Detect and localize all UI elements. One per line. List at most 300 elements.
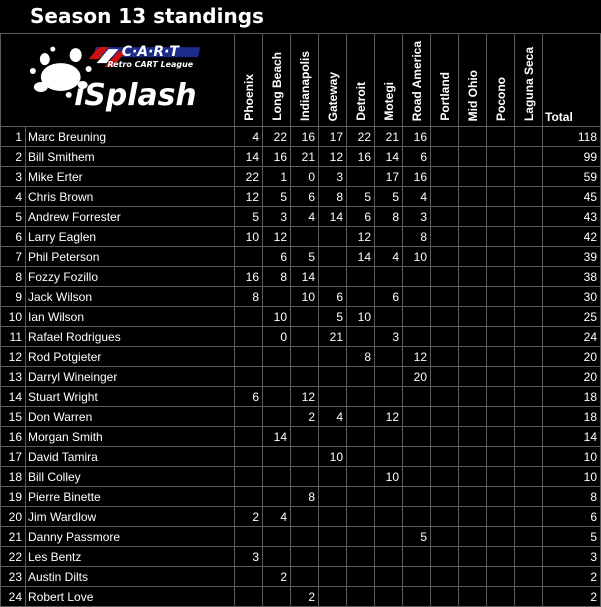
points-cell: 14 (263, 427, 291, 447)
table-row (1, 187, 601, 207)
points-cell: 14 (291, 267, 319, 287)
points-cell (431, 587, 459, 607)
cart-badge (89, 44, 201, 69)
points-cell (431, 147, 459, 167)
points-cell: 8 (263, 267, 291, 287)
points-cell (375, 547, 403, 567)
points-cell (515, 307, 543, 327)
points-cell (431, 247, 459, 267)
points-cell: 17 (319, 127, 347, 147)
points-cell: 12 (403, 347, 431, 367)
total-cell: 20 (543, 347, 601, 367)
points-cell (515, 187, 543, 207)
table-row (1, 427, 601, 447)
points-cell (291, 527, 319, 547)
points-cell: 2 (235, 507, 263, 527)
points-cell (291, 307, 319, 327)
total-cell: 20 (543, 367, 601, 387)
driver-name: Marc Breuning (26, 127, 235, 147)
points-cell (431, 367, 459, 387)
points-cell: 3 (235, 547, 263, 567)
driver-name: Rod Potgieter (26, 347, 235, 367)
total-cell: 2 (543, 587, 601, 607)
points-cell (319, 267, 347, 287)
position-cell: 22 (1, 547, 26, 567)
position-cell: 17 (1, 447, 26, 467)
points-cell: 21 (375, 127, 403, 147)
total-cell: 42 (543, 227, 601, 247)
points-cell (235, 467, 263, 487)
points-cell (459, 147, 487, 167)
points-cell: 10 (403, 247, 431, 267)
points-cell (515, 167, 543, 187)
points-cell (235, 487, 263, 507)
points-cell: 16 (263, 147, 291, 167)
position-cell: 23 (1, 567, 26, 587)
position-cell: 6 (1, 227, 26, 247)
points-cell (487, 127, 515, 147)
table-row (1, 447, 601, 467)
position-cell: 21 (1, 527, 26, 547)
points-cell (263, 367, 291, 387)
points-cell (319, 347, 347, 367)
points-cell (515, 247, 543, 267)
driver-name: Bill Colley (26, 467, 235, 487)
points-cell (515, 567, 543, 587)
points-cell (459, 587, 487, 607)
cart-logo-text: C·A·R·T (121, 44, 179, 61)
position-cell: 8 (1, 267, 26, 287)
position-cell: 10 (1, 307, 26, 327)
points-cell: 14 (319, 207, 347, 227)
page-title: Season 13 standings (0, 0, 601, 33)
table-row (1, 587, 601, 607)
points-cell (319, 487, 347, 507)
points-cell: 10 (375, 467, 403, 487)
driver-name: Don Warren (26, 407, 235, 427)
points-cell (347, 327, 375, 347)
total-cell: 6 (543, 507, 601, 527)
points-cell (515, 267, 543, 287)
points-cell (459, 407, 487, 427)
points-cell (319, 247, 347, 267)
points-cell (375, 347, 403, 367)
points-cell (263, 387, 291, 407)
points-cell (403, 507, 431, 527)
points-cell (515, 507, 543, 527)
points-cell (403, 307, 431, 327)
driver-name: Stuart Wright (26, 387, 235, 407)
points-cell: 0 (263, 327, 291, 347)
points-cell (235, 367, 263, 387)
race-header: Pocono (487, 34, 515, 127)
points-cell: 8 (375, 207, 403, 227)
points-cell (375, 307, 403, 327)
points-cell (347, 167, 375, 187)
points-cell (235, 427, 263, 447)
total-cell: 38 (543, 267, 601, 287)
points-cell (431, 167, 459, 187)
position-cell: 1 (1, 127, 26, 147)
position-cell: 4 (1, 187, 26, 207)
points-cell: 6 (235, 387, 263, 407)
points-cell (515, 207, 543, 227)
points-cell (375, 267, 403, 287)
points-cell (319, 567, 347, 587)
points-cell (487, 447, 515, 467)
points-cell: 10 (235, 227, 263, 247)
points-cell (375, 567, 403, 587)
total-cell: 24 (543, 327, 601, 347)
points-cell (515, 227, 543, 247)
points-cell (347, 527, 375, 547)
points-cell (291, 427, 319, 447)
points-cell (319, 467, 347, 487)
isplash-cart-logo (1, 34, 234, 126)
points-cell (403, 487, 431, 507)
points-cell (459, 167, 487, 187)
points-cell (375, 447, 403, 467)
driver-name: Jack Wilson (26, 287, 235, 307)
driver-name: David Tamira (26, 447, 235, 467)
points-cell: 6 (319, 287, 347, 307)
points-cell (319, 367, 347, 387)
points-cell (263, 587, 291, 607)
race-header: Indianapolis (291, 34, 319, 127)
logo-cell (1, 34, 235, 127)
position-cell: 19 (1, 487, 26, 507)
points-cell (235, 407, 263, 427)
points-cell (431, 407, 459, 427)
points-cell (515, 487, 543, 507)
position-cell: 2 (1, 147, 26, 167)
league-tagline: Retro CART League (107, 60, 194, 70)
points-cell (487, 347, 515, 367)
total-cell: 3 (543, 547, 601, 567)
points-cell (487, 247, 515, 267)
points-cell (375, 387, 403, 407)
points-cell: 21 (291, 147, 319, 167)
points-cell: 22 (235, 167, 263, 187)
header-row (1, 34, 601, 127)
total-cell: 10 (543, 447, 601, 467)
points-cell (291, 327, 319, 347)
points-cell: 3 (319, 167, 347, 187)
race-header: Laguna Seca (515, 34, 543, 127)
points-cell (515, 367, 543, 387)
points-cell (347, 407, 375, 427)
table-row (1, 307, 601, 327)
table-row (1, 567, 601, 587)
points-cell (319, 387, 347, 407)
points-cell (487, 147, 515, 167)
position-cell: 13 (1, 367, 26, 387)
points-cell (347, 267, 375, 287)
points-cell (487, 427, 515, 447)
driver-name: Fozzy Fozillo (26, 267, 235, 287)
points-cell: 4 (319, 407, 347, 427)
points-cell: 5 (235, 207, 263, 227)
points-cell (403, 387, 431, 407)
points-cell (403, 467, 431, 487)
points-cell: 10 (263, 307, 291, 327)
points-cell: 10 (291, 287, 319, 307)
points-cell: 14 (235, 147, 263, 167)
points-cell (487, 487, 515, 507)
points-cell: 2 (291, 407, 319, 427)
points-cell (403, 587, 431, 607)
points-cell (515, 587, 543, 607)
points-cell (487, 507, 515, 527)
table-row (1, 347, 601, 367)
points-cell (459, 267, 487, 287)
points-cell (487, 227, 515, 247)
points-cell (263, 547, 291, 567)
position-cell: 3 (1, 167, 26, 187)
points-cell (431, 287, 459, 307)
points-cell: 2 (291, 587, 319, 607)
total-cell: 99 (543, 147, 601, 167)
driver-name: Phil Peterson (26, 247, 235, 267)
total-cell: 59 (543, 167, 601, 187)
points-cell (459, 207, 487, 227)
points-cell (263, 287, 291, 307)
points-cell (403, 427, 431, 447)
points-cell: 4 (235, 127, 263, 147)
points-cell: 22 (347, 127, 375, 147)
points-cell (263, 487, 291, 507)
points-cell: 12 (375, 407, 403, 427)
points-cell (319, 227, 347, 247)
points-cell (235, 247, 263, 267)
points-cell (291, 467, 319, 487)
total-cell: 18 (543, 407, 601, 427)
points-cell (431, 127, 459, 147)
points-cell (459, 567, 487, 587)
points-cell: 5 (263, 187, 291, 207)
points-cell (403, 267, 431, 287)
points-cell (459, 367, 487, 387)
points-cell: 3 (263, 207, 291, 227)
table-row (1, 547, 601, 567)
position-cell: 15 (1, 407, 26, 427)
points-cell (459, 467, 487, 487)
points-cell (487, 207, 515, 227)
points-cell (487, 167, 515, 187)
points-cell (459, 247, 487, 267)
race-header: Long Beach (263, 34, 291, 127)
points-cell (347, 547, 375, 567)
total-cell: 30 (543, 287, 601, 307)
points-cell (375, 427, 403, 447)
driver-name: Les Bentz (26, 547, 235, 567)
points-cell (403, 287, 431, 307)
points-cell (263, 407, 291, 427)
points-cell: 3 (403, 207, 431, 227)
table-row (1, 127, 601, 147)
points-cell (515, 387, 543, 407)
points-cell (347, 507, 375, 527)
points-cell: 22 (263, 127, 291, 147)
driver-name: Bill Smithem (26, 147, 235, 167)
race-header: Road America (403, 34, 431, 127)
position-cell: 11 (1, 327, 26, 347)
points-cell (459, 187, 487, 207)
position-cell: 12 (1, 347, 26, 367)
points-cell (459, 487, 487, 507)
points-cell: 14 (375, 147, 403, 167)
points-cell: 5 (319, 307, 347, 327)
points-cell (263, 347, 291, 367)
points-cell (459, 387, 487, 407)
points-cell (347, 387, 375, 407)
points-cell (515, 347, 543, 367)
points-cell (235, 567, 263, 587)
driver-name: Robert Love (26, 587, 235, 607)
points-cell (515, 407, 543, 427)
driver-name: Chris Brown (26, 187, 235, 207)
points-cell (431, 227, 459, 247)
points-cell (431, 447, 459, 467)
points-cell (515, 447, 543, 467)
table-row (1, 247, 601, 267)
points-cell (263, 527, 291, 547)
table-row (1, 407, 601, 427)
points-cell (291, 507, 319, 527)
points-cell: 4 (375, 247, 403, 267)
points-cell (403, 447, 431, 467)
total-cell: 2 (543, 567, 601, 587)
points-cell (235, 447, 263, 467)
standings-body (1, 127, 601, 607)
points-cell (403, 327, 431, 347)
table-row (1, 507, 601, 527)
table-row (1, 167, 601, 187)
total-cell: 118 (543, 127, 601, 147)
points-cell: 6 (263, 247, 291, 267)
points-cell: 3 (375, 327, 403, 347)
points-cell (431, 347, 459, 367)
points-cell: 21 (319, 327, 347, 347)
total-cell: 43 (543, 207, 601, 227)
points-cell (431, 527, 459, 547)
points-cell (487, 567, 515, 587)
race-header: Gateway (319, 34, 347, 127)
points-cell: 12 (235, 187, 263, 207)
points-cell (459, 507, 487, 527)
points-cell (487, 407, 515, 427)
points-cell (319, 527, 347, 547)
points-cell: 6 (347, 207, 375, 227)
isplash-logo-text: iSplash (74, 77, 197, 113)
points-cell: 2 (263, 567, 291, 587)
points-cell: 4 (403, 187, 431, 207)
points-cell: 10 (347, 307, 375, 327)
points-cell (431, 387, 459, 407)
points-cell (487, 187, 515, 207)
points-cell (319, 427, 347, 447)
points-cell (515, 127, 543, 147)
points-cell (263, 467, 291, 487)
points-cell (291, 227, 319, 247)
points-cell (347, 467, 375, 487)
race-header: Phoenix (235, 34, 263, 127)
points-cell (347, 287, 375, 307)
points-cell (319, 587, 347, 607)
points-cell (431, 547, 459, 567)
table-row (1, 527, 601, 547)
points-cell: 6 (403, 147, 431, 167)
position-cell: 16 (1, 427, 26, 447)
table-row (1, 227, 601, 247)
points-cell (263, 447, 291, 467)
points-cell: 4 (263, 507, 291, 527)
position-cell: 20 (1, 507, 26, 527)
points-cell (319, 547, 347, 567)
points-cell (459, 547, 487, 567)
points-cell (459, 447, 487, 467)
points-cell (431, 427, 459, 447)
driver-name: Darryl Wineinger (26, 367, 235, 387)
points-cell (291, 367, 319, 387)
points-cell (375, 367, 403, 387)
points-cell (291, 567, 319, 587)
points-cell (487, 587, 515, 607)
points-cell (403, 407, 431, 427)
table-row (1, 387, 601, 407)
table-row (1, 367, 601, 387)
points-cell (431, 327, 459, 347)
points-cell (487, 547, 515, 567)
race-header: Detroit (347, 34, 375, 127)
position-cell: 18 (1, 467, 26, 487)
driver-name: Larry Eaglen (26, 227, 235, 247)
points-cell (431, 487, 459, 507)
points-cell: 17 (375, 167, 403, 187)
driver-name: Pierre Binette (26, 487, 235, 507)
points-cell: 12 (347, 227, 375, 247)
points-cell (291, 347, 319, 367)
points-cell (487, 307, 515, 327)
points-cell: 6 (375, 287, 403, 307)
table-row (1, 287, 601, 307)
total-cell: 45 (543, 187, 601, 207)
points-cell: 16 (403, 167, 431, 187)
total-cell: 14 (543, 427, 601, 447)
points-cell (459, 427, 487, 447)
points-cell (515, 427, 543, 447)
driver-name: Jim Wardlow (26, 507, 235, 527)
position-cell: 7 (1, 247, 26, 267)
points-cell (459, 327, 487, 347)
driver-name: Danny Passmore (26, 527, 235, 547)
points-cell: 5 (375, 187, 403, 207)
points-cell (403, 567, 431, 587)
points-cell (431, 307, 459, 327)
points-cell: 8 (319, 187, 347, 207)
total-cell: 39 (543, 247, 601, 267)
points-cell (459, 307, 487, 327)
points-cell (291, 547, 319, 567)
points-cell: 16 (291, 127, 319, 147)
driver-name: Rafael Rodrigues (26, 327, 235, 347)
race-header: Portland (431, 34, 459, 127)
points-cell: 5 (291, 247, 319, 267)
points-cell (515, 147, 543, 167)
points-cell: 4 (291, 207, 319, 227)
points-cell (487, 467, 515, 487)
total-header: Total (543, 34, 601, 127)
